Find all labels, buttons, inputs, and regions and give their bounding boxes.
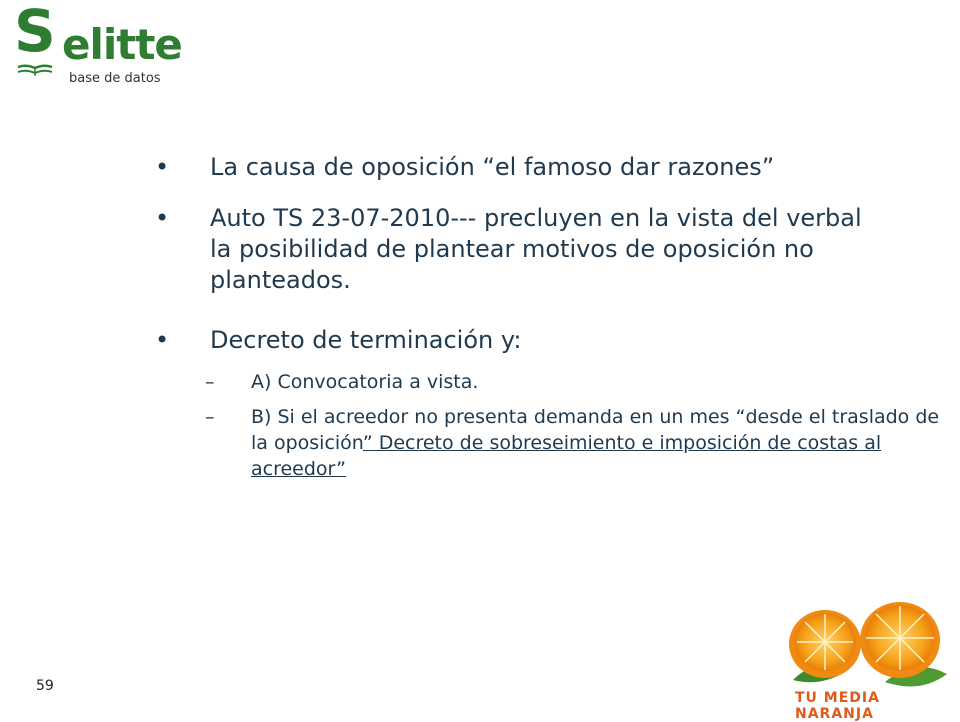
sub-text	[251, 404, 941, 482]
bullet-text: Auto TS 23-07-2010--- precluyen en la vista del verbal la posibilidad de plantear motivos de oposición no planteados.	[210, 204, 862, 294]
sub-text: A) Convocatoria a vista.	[251, 371, 479, 393]
sub-text-plain: B) Si el acreedor no presenta demanda en un mes “desde el traslado de la oposición	[251, 406, 940, 454]
elitte-logo	[12, 0, 202, 90]
bullet-mark: •	[155, 204, 170, 232]
bullet-mark: •	[155, 326, 170, 354]
sub-mark: –	[205, 371, 215, 393]
page-number: 59	[36, 678, 54, 694]
brand-caption: TU MEDIA NARANJA	[795, 690, 880, 722]
logo-subtitle: base de datos	[69, 71, 161, 86]
logo-wordmark: elitte	[62, 20, 182, 69]
book-icon	[16, 64, 54, 78]
sub-mark: –	[205, 406, 215, 428]
sub-text-underlined: ” Decreto de sobreseimiento e imposición de costas al acreedor”	[251, 432, 882, 480]
bullet-text: Decreto de terminación y:	[210, 326, 522, 354]
bullet-mark: •	[155, 153, 170, 181]
logo-letter: S	[14, 0, 56, 65]
bullet-text: La causa de oposición “el famoso dar razones”	[210, 153, 775, 181]
